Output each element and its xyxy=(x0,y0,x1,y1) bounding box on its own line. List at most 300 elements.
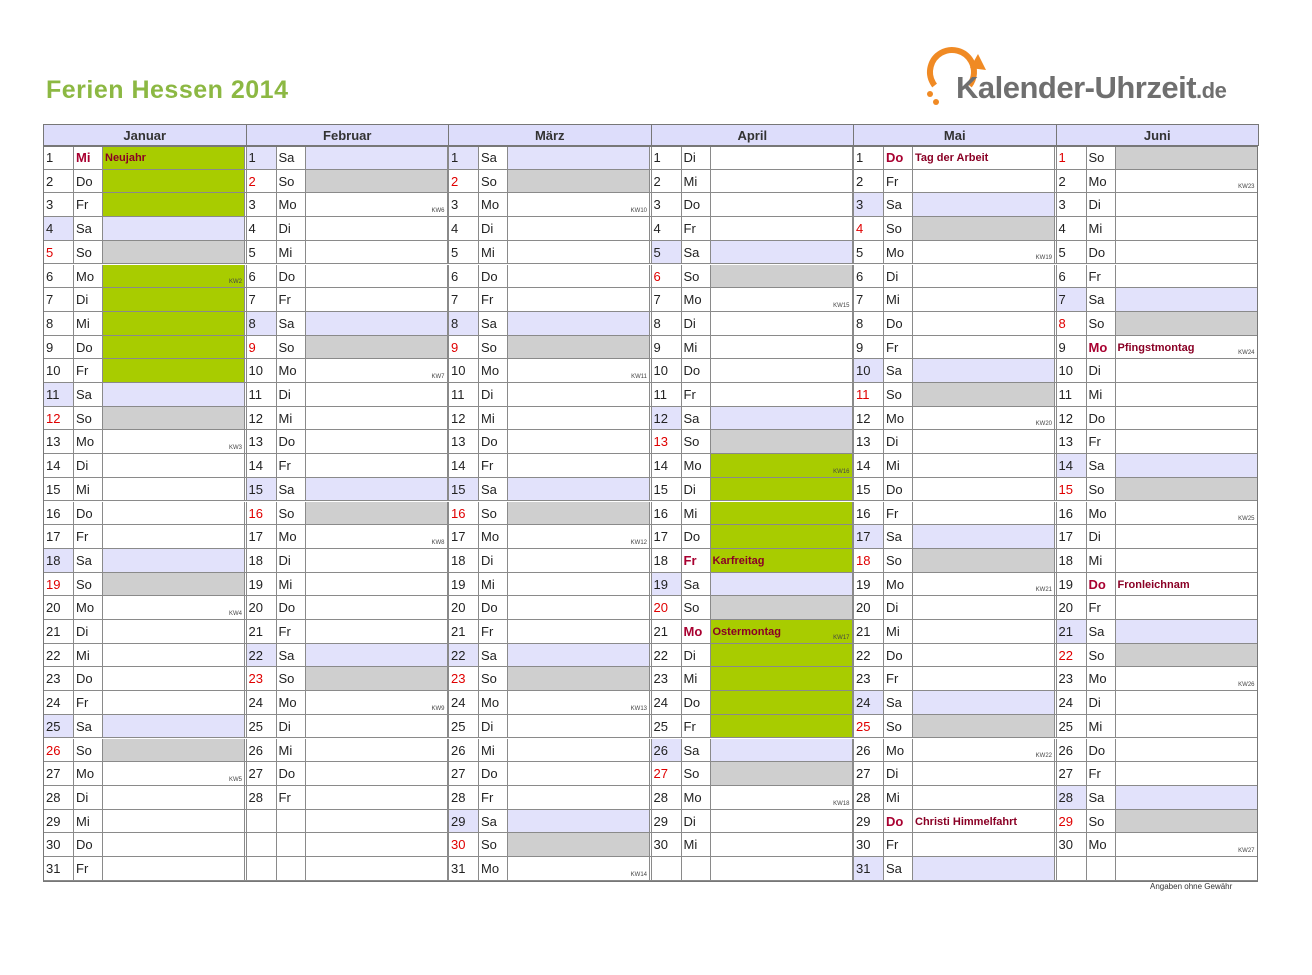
day-number: 28 xyxy=(853,786,883,809)
holiday-label: Pfingstmontag xyxy=(1117,341,1195,354)
weekday: Do xyxy=(276,430,305,453)
day-number: 17 xyxy=(43,525,73,548)
day-number: 7 xyxy=(43,288,73,311)
weekday: So xyxy=(1086,810,1115,833)
weekday: So xyxy=(478,502,507,525)
weekday: Mi xyxy=(883,620,912,643)
day-note-cell xyxy=(102,454,245,477)
weekday: So xyxy=(1086,312,1115,335)
day-row xyxy=(246,596,449,620)
day-number: 16 xyxy=(1056,502,1086,525)
weekday: Mo xyxy=(883,739,912,762)
day-row xyxy=(1056,454,1259,478)
day-note-cell xyxy=(507,644,650,667)
day-number: 16 xyxy=(43,502,73,525)
weekday: Sa xyxy=(478,644,507,667)
day-row xyxy=(651,312,854,336)
weekday: Mi xyxy=(478,407,507,430)
month-header: Januar xyxy=(43,124,247,146)
day-row xyxy=(1056,383,1259,407)
day-number: 27 xyxy=(1056,762,1086,785)
weekday: Mi xyxy=(73,644,102,667)
day-number: 23 xyxy=(853,667,883,690)
day-number: 24 xyxy=(853,691,883,714)
day-row xyxy=(651,217,854,241)
weekday: Di xyxy=(478,549,507,572)
day-row xyxy=(853,833,1056,857)
weekday: Fr xyxy=(1086,762,1115,785)
day-number: 8 xyxy=(1056,312,1086,335)
day-number: 14 xyxy=(651,454,681,477)
weekday: Sa xyxy=(681,407,710,430)
week-number: KW3 xyxy=(228,445,242,452)
day-row xyxy=(651,265,854,289)
day-note-cell xyxy=(912,288,1055,311)
week-number: KW13 xyxy=(630,705,647,712)
day-row xyxy=(246,241,449,265)
day-row xyxy=(448,383,651,407)
day-row xyxy=(448,739,651,763)
weekday: Di xyxy=(73,288,102,311)
week-number: KW19 xyxy=(1035,255,1052,262)
weekday: Mi xyxy=(276,573,305,596)
day-row xyxy=(853,193,1056,217)
day-row xyxy=(448,644,651,668)
day-note-cell xyxy=(912,502,1055,525)
weekday: Di xyxy=(478,217,507,240)
day-note-cell xyxy=(305,478,448,501)
day-row xyxy=(1056,810,1259,834)
day-number: 22 xyxy=(651,644,681,667)
weekday: Mo xyxy=(478,359,507,382)
day-number: 10 xyxy=(246,359,276,382)
day-note-cell xyxy=(507,715,650,738)
day-number: 30 xyxy=(853,833,883,856)
day-number: 19 xyxy=(651,573,681,596)
day-note-cell xyxy=(507,857,650,880)
day-note-cell xyxy=(102,217,245,240)
weekday: Mi xyxy=(478,573,507,596)
day-number: 7 xyxy=(448,288,478,311)
weekday: Di xyxy=(883,265,912,288)
day-note-cell xyxy=(305,739,448,762)
weekday xyxy=(276,857,305,880)
day-row xyxy=(853,312,1056,336)
day-row xyxy=(448,217,651,241)
day-row xyxy=(246,715,449,739)
day-row xyxy=(651,359,854,383)
month-header: Juni xyxy=(1056,124,1260,146)
calendar-grid xyxy=(43,124,1258,882)
day-row xyxy=(448,430,651,454)
day-note-cell xyxy=(912,810,1055,833)
weekday: Di xyxy=(276,383,305,406)
weekday: Mo xyxy=(883,407,912,430)
day-note-cell xyxy=(507,241,650,264)
day-note-cell xyxy=(1115,502,1258,525)
weekday: Do xyxy=(73,336,102,359)
day-row xyxy=(43,383,246,407)
weekday: Fr xyxy=(883,336,912,359)
day-number: 8 xyxy=(448,312,478,335)
week-number: KW27 xyxy=(1238,847,1255,854)
day-note-cell xyxy=(102,691,245,714)
day-number: 10 xyxy=(651,359,681,382)
weekday xyxy=(276,833,305,856)
weekday: Di xyxy=(478,383,507,406)
weekday: Mo xyxy=(73,430,102,453)
weekday xyxy=(1086,857,1115,880)
day-note-cell xyxy=(507,620,650,643)
day-number: 2 xyxy=(1056,170,1086,193)
day-number: 9 xyxy=(1056,336,1086,359)
day-number: 8 xyxy=(853,312,883,335)
weekday: Sa xyxy=(1086,620,1115,643)
day-row xyxy=(853,786,1056,810)
weekday: Do xyxy=(478,265,507,288)
day-number: 26 xyxy=(246,739,276,762)
day-note-cell xyxy=(507,667,650,690)
logo-name: Kalender-Uhrzeit xyxy=(956,70,1197,105)
weekday: Sa xyxy=(276,478,305,501)
day-row xyxy=(246,288,449,312)
day-note-cell xyxy=(507,265,650,288)
day-row xyxy=(246,691,449,715)
day-row xyxy=(651,691,854,715)
day-note-cell xyxy=(305,336,448,359)
day-row xyxy=(448,336,651,360)
day-note-cell xyxy=(912,762,1055,785)
weekday: Fr xyxy=(883,833,912,856)
day-number: 14 xyxy=(1056,454,1086,477)
weekday: So xyxy=(681,430,710,453)
day-row xyxy=(448,715,651,739)
day-row xyxy=(448,359,651,383)
day-note-cell xyxy=(710,407,853,430)
day-note-cell xyxy=(912,857,1055,880)
weekday: Do xyxy=(73,170,102,193)
holiday-label: Christi Himmelfahrt xyxy=(915,815,1018,828)
day-note-cell xyxy=(507,739,650,762)
day-row xyxy=(448,573,651,597)
day-note-cell xyxy=(710,359,853,382)
day-row xyxy=(853,288,1056,312)
day-note-cell xyxy=(710,596,853,619)
day-number: 31 xyxy=(448,857,478,880)
day-note-cell xyxy=(305,620,448,643)
day-note-cell xyxy=(507,430,650,453)
week-number: KW18 xyxy=(833,800,850,807)
day-number: 11 xyxy=(1056,383,1086,406)
day-note-cell xyxy=(1115,454,1258,477)
week-number: KW24 xyxy=(1238,350,1255,357)
day-number: 25 xyxy=(246,715,276,738)
day-note-cell xyxy=(710,478,853,501)
day-row xyxy=(853,146,1056,170)
day-row xyxy=(853,525,1056,549)
day-number: 28 xyxy=(1056,786,1086,809)
weekday: Sa xyxy=(478,146,507,169)
day-number: 28 xyxy=(43,786,73,809)
weekday: Sa xyxy=(276,644,305,667)
weekday: Mi xyxy=(276,241,305,264)
day-number: 27 xyxy=(651,762,681,785)
day-row xyxy=(43,336,246,360)
day-row xyxy=(43,265,246,289)
day-number: 27 xyxy=(448,762,478,785)
day-row xyxy=(43,430,246,454)
day-row xyxy=(853,810,1056,834)
day-number: 10 xyxy=(853,359,883,382)
weekday: So xyxy=(883,383,912,406)
day-row xyxy=(448,193,651,217)
day-row xyxy=(853,359,1056,383)
week-number: KW17 xyxy=(833,634,850,641)
weekday: So xyxy=(478,336,507,359)
day-note-cell xyxy=(507,217,650,240)
day-row xyxy=(853,739,1056,763)
day-number: 14 xyxy=(448,454,478,477)
day-note-cell xyxy=(305,644,448,667)
day-row xyxy=(448,810,651,834)
weekday: Mo xyxy=(73,265,102,288)
weekday: Di xyxy=(478,715,507,738)
day-row xyxy=(43,644,246,668)
day-note-cell xyxy=(305,170,448,193)
day-note-cell xyxy=(305,715,448,738)
day-note-cell xyxy=(102,762,245,785)
day-note-cell xyxy=(912,573,1055,596)
weekday: Sa xyxy=(276,146,305,169)
day-note-cell xyxy=(102,525,245,548)
day-row xyxy=(853,644,1056,668)
day-row xyxy=(448,833,651,857)
day-note-cell xyxy=(102,833,245,856)
week-number: KW5 xyxy=(228,776,242,783)
day-note-cell xyxy=(710,170,853,193)
day-note-cell xyxy=(305,762,448,785)
day-number xyxy=(651,857,681,880)
day-row xyxy=(246,786,449,810)
day-row xyxy=(1056,478,1259,502)
weekday: Mo xyxy=(73,762,102,785)
week-number: KW8 xyxy=(431,539,445,546)
week-number: KW11 xyxy=(631,373,647,380)
weekday: Di xyxy=(276,715,305,738)
month-header: April xyxy=(651,124,855,146)
logo-text xyxy=(956,70,1226,106)
holiday-label: Fronleichnam xyxy=(1117,578,1190,591)
day-row xyxy=(246,312,449,336)
day-note-cell xyxy=(305,525,448,548)
day-note-cell xyxy=(710,288,853,311)
day-number: 6 xyxy=(853,265,883,288)
day-number: 3 xyxy=(1056,193,1086,216)
weekday: Di xyxy=(1086,359,1115,382)
day-note-cell xyxy=(305,312,448,335)
day-number: 19 xyxy=(1056,573,1086,596)
weekday: Mo xyxy=(478,193,507,216)
day-row xyxy=(1056,193,1259,217)
day-note-cell xyxy=(1115,644,1258,667)
day-note-cell xyxy=(710,193,853,216)
month-header: Mai xyxy=(853,124,1057,146)
day-number xyxy=(1056,857,1086,880)
day-row xyxy=(853,383,1056,407)
weekday: Mi xyxy=(883,786,912,809)
day-number: 6 xyxy=(448,265,478,288)
day-row xyxy=(448,312,651,336)
day-note-cell xyxy=(912,833,1055,856)
day-note-cell xyxy=(102,549,245,572)
day-row xyxy=(853,336,1056,360)
day-note-cell xyxy=(1115,217,1258,240)
day-number: 26 xyxy=(853,739,883,762)
week-number: KW25 xyxy=(1238,516,1255,523)
day-number: 1 xyxy=(1056,146,1086,169)
day-number: 6 xyxy=(43,265,73,288)
weekday: Do xyxy=(276,596,305,619)
day-note-cell xyxy=(507,762,650,785)
day-number: 26 xyxy=(1056,739,1086,762)
day-note-cell xyxy=(102,383,245,406)
day-number xyxy=(246,833,276,856)
day-number: 9 xyxy=(853,336,883,359)
day-note-cell xyxy=(305,430,448,453)
weekday: Mo xyxy=(1086,833,1115,856)
day-number: 8 xyxy=(246,312,276,335)
day-row xyxy=(43,620,246,644)
day-number: 24 xyxy=(651,691,681,714)
weekday: Di xyxy=(276,549,305,572)
weekday: So xyxy=(1086,644,1115,667)
day-number: 2 xyxy=(43,170,73,193)
page-title: Ferien Hessen 2014 xyxy=(46,76,289,104)
day-row xyxy=(246,762,449,786)
day-row xyxy=(43,170,246,194)
weekday: Sa xyxy=(1086,786,1115,809)
day-number: 12 xyxy=(651,407,681,430)
day-note-cell xyxy=(102,336,245,359)
day-row xyxy=(448,596,651,620)
day-note-cell xyxy=(507,359,650,382)
day-row xyxy=(1056,146,1259,170)
weekday: Do xyxy=(1086,407,1115,430)
weekday: Di xyxy=(276,217,305,240)
day-note-cell xyxy=(1115,146,1258,169)
day-number: 19 xyxy=(853,573,883,596)
day-note-cell xyxy=(1115,739,1258,762)
day-row xyxy=(651,644,854,668)
weekday: Mi xyxy=(73,312,102,335)
holiday-label: Ostermontag xyxy=(712,626,781,638)
weekday: Di xyxy=(681,810,710,833)
day-note-cell xyxy=(102,620,245,643)
day-note-cell xyxy=(912,359,1055,382)
day-number: 15 xyxy=(651,478,681,501)
day-number: 2 xyxy=(651,170,681,193)
day-row xyxy=(246,739,449,763)
weekday: Mi xyxy=(73,478,102,501)
weekday: Mi xyxy=(276,739,305,762)
day-note-cell xyxy=(912,265,1055,288)
weekday: Do xyxy=(681,359,710,382)
weekday: Fr xyxy=(478,454,507,477)
logo[interactable] xyxy=(920,40,1250,120)
weekday: Mi xyxy=(1086,217,1115,240)
day-row xyxy=(43,691,246,715)
day-number: 22 xyxy=(853,644,883,667)
day-row xyxy=(43,241,246,265)
day-number: 10 xyxy=(448,359,478,382)
week-number: KW21 xyxy=(1035,587,1052,594)
day-number: 26 xyxy=(651,739,681,762)
day-number: 5 xyxy=(1056,241,1086,264)
day-note-cell xyxy=(1115,478,1258,501)
day-row xyxy=(651,241,854,265)
day-number: 29 xyxy=(853,810,883,833)
weekday: Sa xyxy=(681,573,710,596)
weekday: Sa xyxy=(1086,288,1115,311)
day-note-cell xyxy=(102,810,245,833)
day-row xyxy=(651,146,854,170)
day-note-cell xyxy=(710,312,853,335)
day-number: 24 xyxy=(43,691,73,714)
day-note-cell xyxy=(1115,359,1258,382)
day-note-cell xyxy=(710,833,853,856)
weekday: Sa xyxy=(1086,454,1115,477)
weekday: Mi xyxy=(681,667,710,690)
day-row xyxy=(1056,739,1259,763)
day-number: 11 xyxy=(43,383,73,406)
day-number: 2 xyxy=(448,170,478,193)
weekday: Fr xyxy=(73,525,102,548)
day-row xyxy=(448,265,651,289)
week-number: KW20 xyxy=(1035,421,1052,428)
day-row xyxy=(651,502,854,526)
day-row xyxy=(448,478,651,502)
day-number: 4 xyxy=(246,217,276,240)
weekday: Do xyxy=(478,596,507,619)
day-row xyxy=(246,667,449,691)
day-note-cell xyxy=(102,430,245,453)
day-note-cell xyxy=(102,241,245,264)
day-note-cell xyxy=(102,786,245,809)
day-row xyxy=(853,691,1056,715)
day-note-cell xyxy=(305,265,448,288)
day-note-cell xyxy=(710,786,853,809)
weekday xyxy=(276,810,305,833)
day-row xyxy=(43,502,246,526)
day-note-cell xyxy=(305,857,448,880)
day-row xyxy=(448,288,651,312)
weekday: So xyxy=(276,667,305,690)
day-note-cell xyxy=(305,241,448,264)
weekday: Do xyxy=(478,762,507,785)
weekday: Di xyxy=(883,596,912,619)
day-note-cell xyxy=(1115,786,1258,809)
weekday: Mo xyxy=(681,620,710,643)
day-note-cell xyxy=(507,383,650,406)
day-row xyxy=(651,857,854,881)
weekday: Sa xyxy=(478,478,507,501)
day-row xyxy=(651,715,854,739)
day-row xyxy=(1056,644,1259,668)
day-note-cell xyxy=(710,525,853,548)
day-row xyxy=(43,525,246,549)
day-number: 20 xyxy=(246,596,276,619)
weekday: Di xyxy=(73,786,102,809)
